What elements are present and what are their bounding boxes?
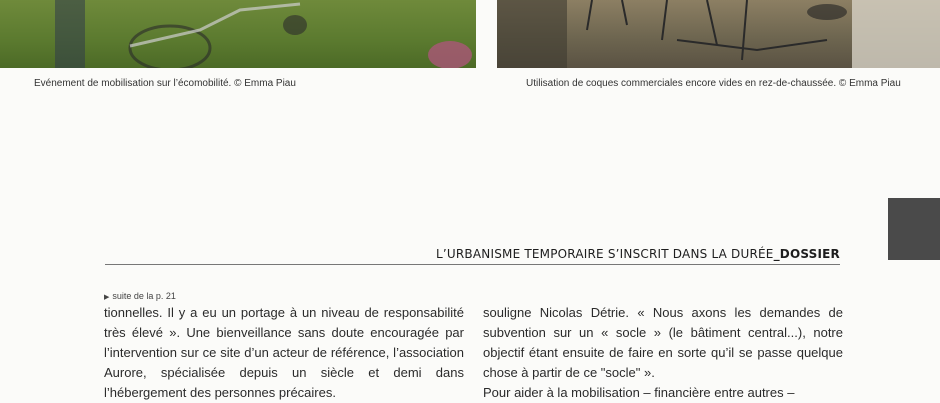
chairs-photo-illustration	[497, 0, 940, 68]
header-separator: _	[773, 247, 780, 261]
body-paragraph: souligne Nicolas Détrie. « Nous axons les demandes de subvention sur un « socle » (le bâtiment central...), notre objectif étant ensuite de faire en sorte qu’il se passe quelque chose à partir de ce "socle" ».	[483, 305, 843, 380]
header-divider	[105, 264, 840, 265]
page-edge-tab	[888, 198, 940, 260]
section-header	[436, 247, 840, 261]
header-section-label: DOSSIER	[779, 247, 840, 261]
continuation-note	[104, 291, 176, 301]
photo-caption-right: Utilisation de coques commerciales encore vides en rez-de-chaussée. © Emma Piau	[526, 78, 901, 89]
text-column-right	[483, 303, 843, 403]
bicycle-photo-illustration	[0, 0, 476, 68]
photo-caption-left: Evénement de mobilisation sur l’écomobilité. © Emma Piau	[34, 78, 296, 89]
text-column-left	[104, 303, 464, 403]
body-paragraph: Pour aider à la mobilisation – financière entre autres –	[483, 385, 795, 400]
continue-arrow-icon: ▶	[104, 294, 110, 301]
continuation-text: suite de la p. 21	[112, 291, 176, 301]
body-paragraph: tionnelles. Il y a eu un portage à un niveau de responsabilité très élevé ». Une bienveillance sans doute encouragée par l’intervention sur ce site d’un acteur de référence, l’association Aurore, spécialisée depuis un siècle et demi dans l’hébergement des personnes précaires.	[104, 305, 464, 400]
photo-ecomobility-event	[0, 0, 476, 68]
header-title: L’URBANISME TEMPORAIRE S’INSCRIT DANS LA DURÉE	[436, 247, 774, 261]
photo-commercial-spaces	[497, 0, 940, 68]
